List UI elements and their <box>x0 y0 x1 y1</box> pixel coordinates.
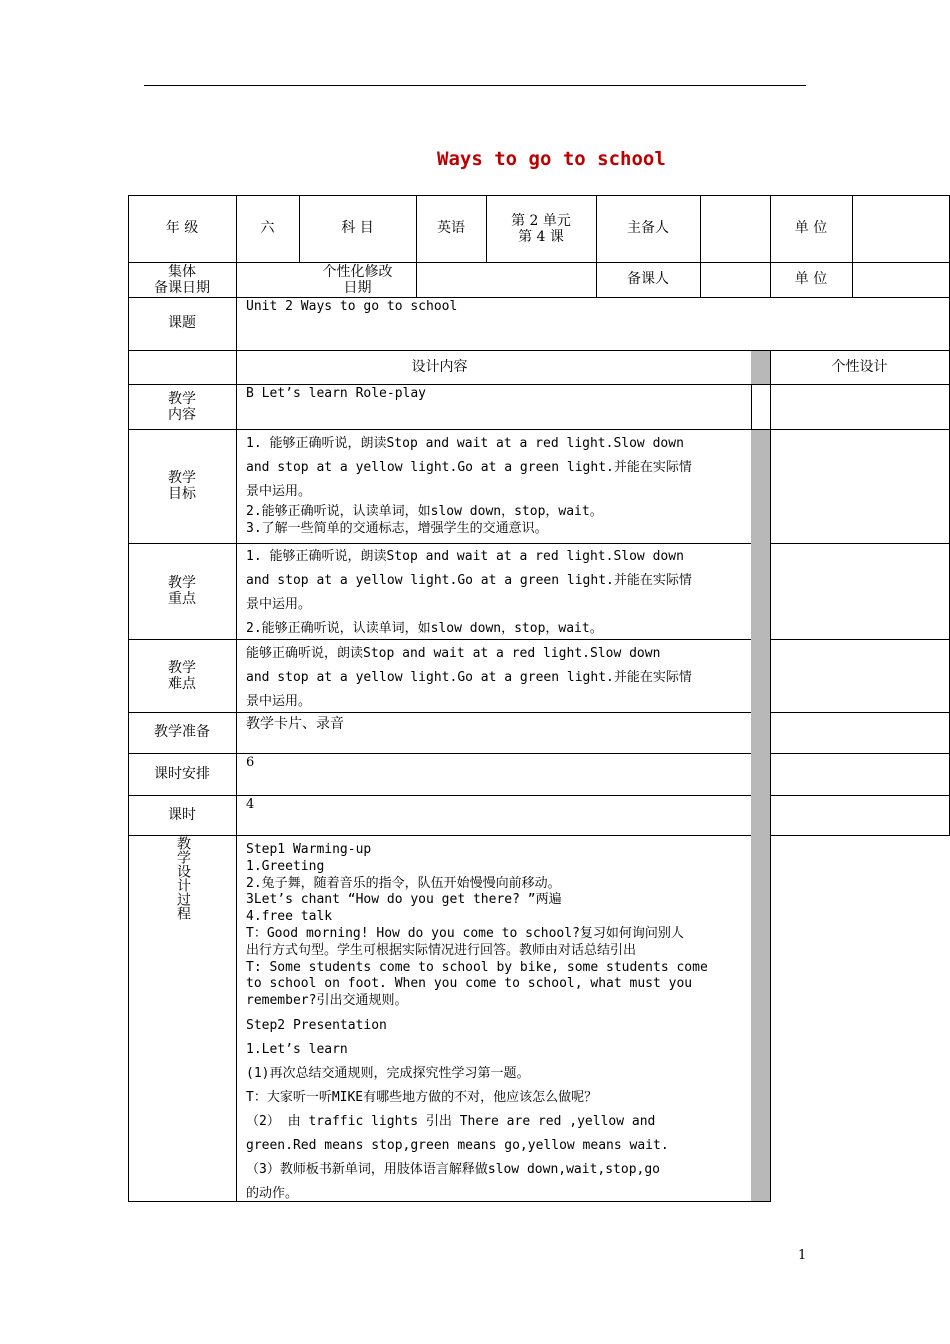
difficulties-line: and stop at a yellow light.Go at a green light.并能在实际情 <box>246 670 692 685</box>
objectives-label-line1: 教学 <box>168 470 196 486</box>
process-line: 3Let’s chant “How do you get there? ”两遍 <box>246 892 562 908</box>
teaching-content-value: B Let’s learn Role-play <box>246 386 427 401</box>
process-line: Step2 Presentation <box>246 1017 387 1033</box>
personal-date-label <box>299 262 416 297</box>
process-line: 1.Greeting <box>246 858 325 874</box>
preparation-label: 教学准备 <box>154 724 210 740</box>
difficulties-line: 景中运用。 <box>246 694 312 709</box>
objectives-line: 3.了解一些简单的交通标志，增强学生的交通意识。 <box>246 520 548 536</box>
process-label <box>174 836 194 925</box>
header-rule <box>144 85 806 86</box>
collective-date-label-line1: 集体 <box>168 263 196 280</box>
key-points-text <box>246 545 692 641</box>
process-line: T: Some students come to school by bike, some students come <box>246 959 708 975</box>
teaching-content-label-line2: 内容 <box>168 406 196 423</box>
objectives-label-line2: 目标 <box>168 486 196 502</box>
difficulties-label <box>128 639 236 712</box>
subject-value: 英语 <box>437 220 465 236</box>
grade-value: 六 <box>260 220 275 236</box>
process-label-text: 教学设计过程 <box>175 836 191 920</box>
process-line: T：大家听一听MIKE有哪些地方做的不对，他应该怎么做呢？ <box>246 1089 598 1105</box>
subject-label: 科 目 <box>341 220 374 236</box>
page-number: 1 <box>798 1248 807 1263</box>
objectives-line: 景中运用。 <box>246 484 312 499</box>
key-points-label <box>128 543 236 639</box>
lesson-preparer-label: 备课人 <box>627 271 669 287</box>
topic-value: Unit 2 Ways to go to school <box>246 299 458 314</box>
process-line: （2） 由 traffic lights 引出 There are red ,yellow and <box>246 1113 656 1129</box>
process-line: 出行方式句型。学生可根据实际情况进行回答。教师由对话总结引出 <box>246 942 637 958</box>
process-line: 的动作。 <box>246 1185 299 1201</box>
teaching-content-label <box>128 384 236 429</box>
preparer-label: 主备人 <box>627 220 669 236</box>
personal-design-label: 个性设计 <box>831 358 888 375</box>
key-points-line: 1. 能够正确听说，朗读Stop and wait at a red light.Slow down <box>246 549 684 564</box>
unit-label: 单 位 <box>794 220 828 236</box>
personal-date-label-line1: 个性化修改 <box>322 263 393 280</box>
collective-date-label <box>128 262 236 297</box>
document-title: Ways to go to school <box>437 148 666 170</box>
process-line: remember?引出交通规则。 <box>246 993 408 1009</box>
process-line: to school on foot. When you come to school, what must you <box>246 976 693 992</box>
schedule-value: 6 <box>246 755 255 770</box>
preparation-value: 教学卡片、录音 <box>246 716 344 732</box>
difficulties-label-line2: 难点 <box>168 675 196 692</box>
design-content-label: 设计内容 <box>411 358 468 375</box>
process-line: T：Good morning! How do you come to school?复习如何询问别人 <box>246 925 684 941</box>
process-line: （3）教师板书新单词，用肢体语言解释做slow down,wait,stop,go <box>246 1161 661 1177</box>
process-line: green.Red means stop,green means go,yellow means wait. <box>246 1137 669 1153</box>
process-line: 1.Let’s learn <box>246 1041 348 1057</box>
objectives-text <box>246 432 692 538</box>
collective-date-label-line2: 备课日期 <box>154 279 210 296</box>
lesson-line: 第 4 课 <box>518 228 564 245</box>
period-label: 课时 <box>168 806 196 823</box>
process-line: 2.兔子舞，随着音乐的指令，队伍开始慢慢向前移动。 <box>246 875 561 891</box>
key-points-label-line2: 重点 <box>168 591 196 607</box>
key-points-line: and stop at a yellow light.Go at a green light.并能在实际情 <box>246 573 692 588</box>
personal-date-label-line2: 日期 <box>343 279 372 296</box>
teaching-content-label-line1: 教学 <box>168 390 196 407</box>
period-value: 4 <box>246 797 255 812</box>
key-points-line: 景中运用。 <box>246 597 312 612</box>
process-line: 4.free talk <box>246 909 333 925</box>
process-line: (1)再次总结交通规则，完成探究性学习第一题。 <box>246 1065 530 1081</box>
grade-label: 年 级 <box>165 220 199 236</box>
key-points-label-line1: 教学 <box>168 575 196 591</box>
topic-label: 课题 <box>168 315 196 331</box>
unit-lesson <box>486 195 596 262</box>
difficulties-line: 能够正确听说，朗读Stop and wait at a red light.Slow down <box>246 646 661 661</box>
difficulties-text <box>246 642 692 714</box>
unit-line: 第 2 单元 <box>511 212 571 229</box>
difficulties-label-line1: 教学 <box>168 659 196 676</box>
objectives-line: and stop at a yellow light.Go at a green light.并能在实际情 <box>246 460 692 475</box>
process-text <box>246 842 708 1206</box>
objectives-line: 2.能够正确听说，认读单词，如slow down，stop，wait。 <box>246 504 603 519</box>
key-points-line: 2.能够正确听说，认读单词，如slow down，stop，wait。 <box>246 621 603 636</box>
schedule-label: 课时安排 <box>154 765 210 782</box>
objectives-line: 1. 能够正确听说，朗读Stop and wait at a red light.Slow down <box>246 436 684 451</box>
process-line: Step1 Warming-up <box>246 842 372 857</box>
objectives-label <box>128 429 236 543</box>
unit-label-2: 单 位 <box>794 271 828 287</box>
